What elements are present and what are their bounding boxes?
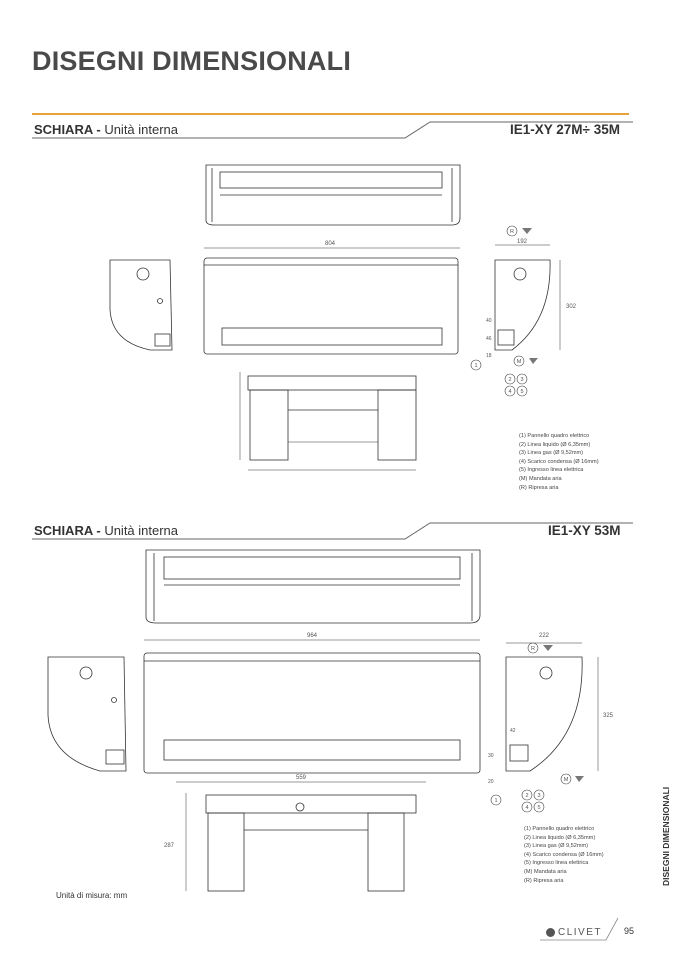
side-section-label: DISEGNI DIMENSIONALI	[661, 786, 671, 886]
s1-front-view	[204, 258, 458, 354]
s2-callout-4: 4	[525, 805, 529, 811]
s1-mounting-plate	[248, 376, 416, 390]
s1-callout-3: 3	[520, 377, 524, 383]
s2-callout-2: 2	[525, 793, 529, 799]
legend-item: (2) Linea liquido (Ø 6,35mm)	[519, 441, 591, 448]
section2-subtitle: Unità interna	[104, 523, 179, 538]
s1-callout-r: R	[510, 229, 514, 235]
legend-item: (3) Linea gas (Ø 9,52mm)	[524, 843, 589, 850]
s1-dim-depth: 192	[516, 239, 528, 245]
s1-callout-m: M	[516, 359, 522, 365]
s2-dim-height: 325	[603, 713, 614, 719]
s1-callout-2: 2	[508, 377, 512, 383]
s2-dim-42: 42	[510, 728, 516, 734]
section2-model: IE1-XY 53M	[548, 523, 621, 538]
s2-right-view	[506, 657, 582, 771]
brand-name: CLIVET	[558, 927, 603, 938]
legend-item: (M) Mandata aria	[524, 868, 567, 875]
s2-dim-depth: 222	[538, 633, 550, 639]
s2-callout-r: R	[531, 646, 535, 652]
s2-left-view	[48, 657, 126, 771]
legend-item: (1) Pannello quadro elettrico	[524, 826, 595, 832]
legend-item: (3) Linea gas (Ø 9,52mm)	[519, 450, 584, 457]
s2-dim-bracket-h: 287	[164, 843, 175, 849]
page-number: 95	[624, 926, 635, 936]
s2-callout-5: 5	[537, 805, 541, 811]
s2-dim-30: 30	[488, 753, 494, 759]
section2-legend	[524, 825, 604, 885]
units-note: Unità di misura: mm	[56, 891, 128, 900]
title-divider	[32, 113, 629, 115]
s1-callout-1: 1	[474, 363, 478, 369]
s2-dim-width: 964	[306, 633, 318, 639]
s2-dim-20: 20	[488, 779, 494, 785]
s1-right-view	[495, 260, 550, 350]
brand-logo	[546, 927, 602, 938]
s1-callout-5: 5	[520, 389, 524, 395]
s1-callout-4: 4	[508, 389, 512, 395]
legend-item: (5) Ingresso linea elettrica	[519, 467, 584, 474]
s2-mounting-plate	[206, 795, 416, 813]
s1-dim-40: 40	[486, 318, 492, 324]
s1-dim-height: 302	[566, 304, 577, 310]
s1-left-view	[110, 260, 172, 350]
section1-subtitle: Unità interna	[104, 122, 179, 137]
s2-callout-3: 3	[537, 793, 541, 799]
legend-item: (R) Ripresa aria	[524, 877, 564, 884]
section1-brand: SCHIARA -	[34, 122, 101, 137]
s2-callout-1: 1	[494, 798, 498, 804]
legend-item: (4) Scarico condensa (Ø 16mm)	[519, 458, 599, 465]
legend-item: (2) Linea liquido (Ø 6,35mm)	[524, 834, 596, 841]
logo-icon	[546, 928, 555, 937]
legend-item: (1) Pannello quadro elettrico	[519, 433, 590, 439]
s2-top-view	[146, 550, 480, 623]
section1-legend	[519, 432, 599, 492]
legend-item: (R) Ripresa aria	[519, 484, 559, 491]
legend-item: (M) Mandata aria	[519, 475, 562, 482]
section1-model: IE1-XY 27M÷ 35M	[510, 122, 620, 137]
page-title: DISEGNI DIMENSIONALI	[32, 46, 352, 76]
s1-dim-width: 804	[324, 241, 336, 247]
s1-dim-18: 18	[486, 353, 492, 359]
s2-front-view	[144, 653, 480, 773]
s2-dim-bracket-w: 559	[295, 775, 307, 781]
section2-brand: SCHIARA -	[34, 523, 101, 538]
section2-header-line	[30, 519, 635, 541]
s2-callout-m: M	[563, 777, 569, 783]
section1-header-line	[30, 118, 635, 140]
legend-item: (4) Scarico condensa (Ø 16mm)	[524, 851, 604, 858]
legend-item: (5) Ingresso linea elettrica	[524, 860, 589, 867]
s1-dim-46: 46	[486, 336, 492, 342]
